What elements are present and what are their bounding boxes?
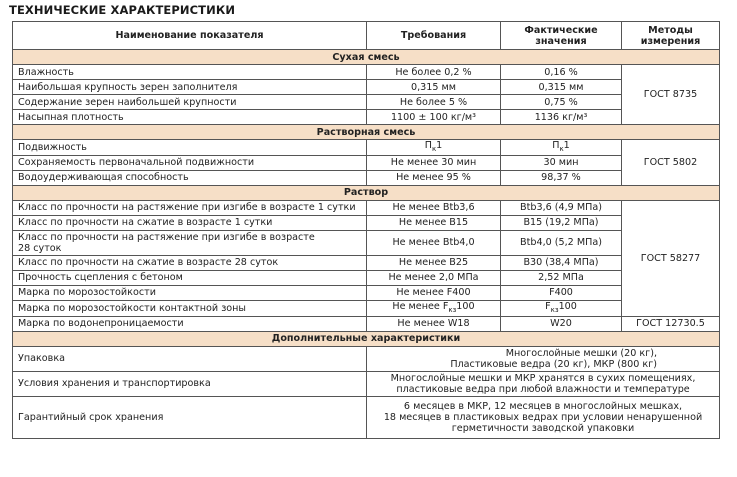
- table-row: Условия хранения и транспортировка Многослойные мешки и МКР хранятся в сухих помещениях, пластиковые ведра при любой влажности и температуре: [13, 371, 720, 396]
- table-row: Подвижность $П_к1$ $П_к1$ ГОСТ 5802: [13, 140, 720, 156]
- table-row: Марка по морозостойкости Не менее F400 F400: [13, 285, 720, 300]
- section-dry-mix: Сухая смесь: [13, 50, 720, 65]
- table-row: Класс по прочности на сжатие в возрасте 28 суток Не менее B25 B30 (38,4 МПа): [13, 255, 720, 270]
- table-row: Марка по водонепроницаемости Не менее W18 W20 ГОСТ 12730.5: [13, 316, 720, 331]
- header-name: Наименование показателя: [13, 22, 367, 50]
- method-dry: ГОСТ 8735: [622, 65, 720, 125]
- specs-table: [12, 21, 720, 439]
- header-actual: Фактические значения: [501, 22, 622, 50]
- page-title: ТЕХНИЧЕСКИЕ ХАРАКТЕРИСТИКИ: [9, 3, 236, 17]
- table-row: Марка по морозостойкости контактной зоны Не менее $F_{кз}100$ $F_{кз}100$: [13, 300, 720, 316]
- method-water: ГОСТ 12730.5: [622, 316, 720, 331]
- table-row: Насыпная плотность 1100 ± 100 кг/м³ 1136 кг/м³: [13, 110, 720, 125]
- table-row: Упаковка Многослойные мешки (20 кг), Пластиковые ведра (20 кг), МКР (800 кг): [13, 346, 720, 371]
- section-mortar-mix: Растворная смесь: [13, 125, 720, 140]
- table-header-row: [13, 22, 720, 50]
- table-row: Гарантийный срок хранения 6 месяцев в МКР, 12 месяцев в многослойных мешках, 18 месяцев в пластиковых ведрах при условии ненарушенной герметичности заводской упаковки: [13, 396, 720, 438]
- table-row: Класс по прочности на растяжение при изгибе в возрасте 1 сутки Не менее Btb3,6 Btb3,6 (4,9 МПа) ГОСТ 58277: [13, 200, 720, 215]
- section-mortar: Раствор: [13, 185, 720, 200]
- table-row: Класс по прочности на сжатие в возрасте 1 сутки Не менее B15 B15 (19,2 МПа): [13, 215, 720, 230]
- table-row: Влажность Не более 0,2 % 0,16 % ГОСТ 8735: [13, 65, 720, 80]
- table-row: Сохраняемость первоначальной подвижности Не менее 30 мин 30 мин: [13, 155, 720, 170]
- table-row: Наибольшая крупность зерен заполнителя 0,315 мм 0,315 мм: [13, 80, 720, 95]
- header-methods: Методы измерения: [622, 22, 720, 50]
- table-row: Водоудерживающая способность Не менее 95 % 98,37 %: [13, 170, 720, 185]
- table-row: Класс по прочности на растяжение при изгибе в возрасте 28 суток Не менее Btb4,0 Btb4,0 (5,2 МПа): [13, 230, 720, 255]
- method-mix: ГОСТ 5802: [622, 140, 720, 186]
- header-requirements: Требования: [367, 22, 501, 50]
- method-mortar: ГОСТ 58277: [622, 200, 720, 316]
- table-row: Содержание зерен наибольшей крупности Не более 5 % 0,75 %: [13, 95, 720, 110]
- table-row: Прочность сцепления с бетоном Не менее 2,0 МПа 2,52 МПа: [13, 270, 720, 285]
- section-extra: Дополнительные характеристики: [13, 331, 720, 346]
